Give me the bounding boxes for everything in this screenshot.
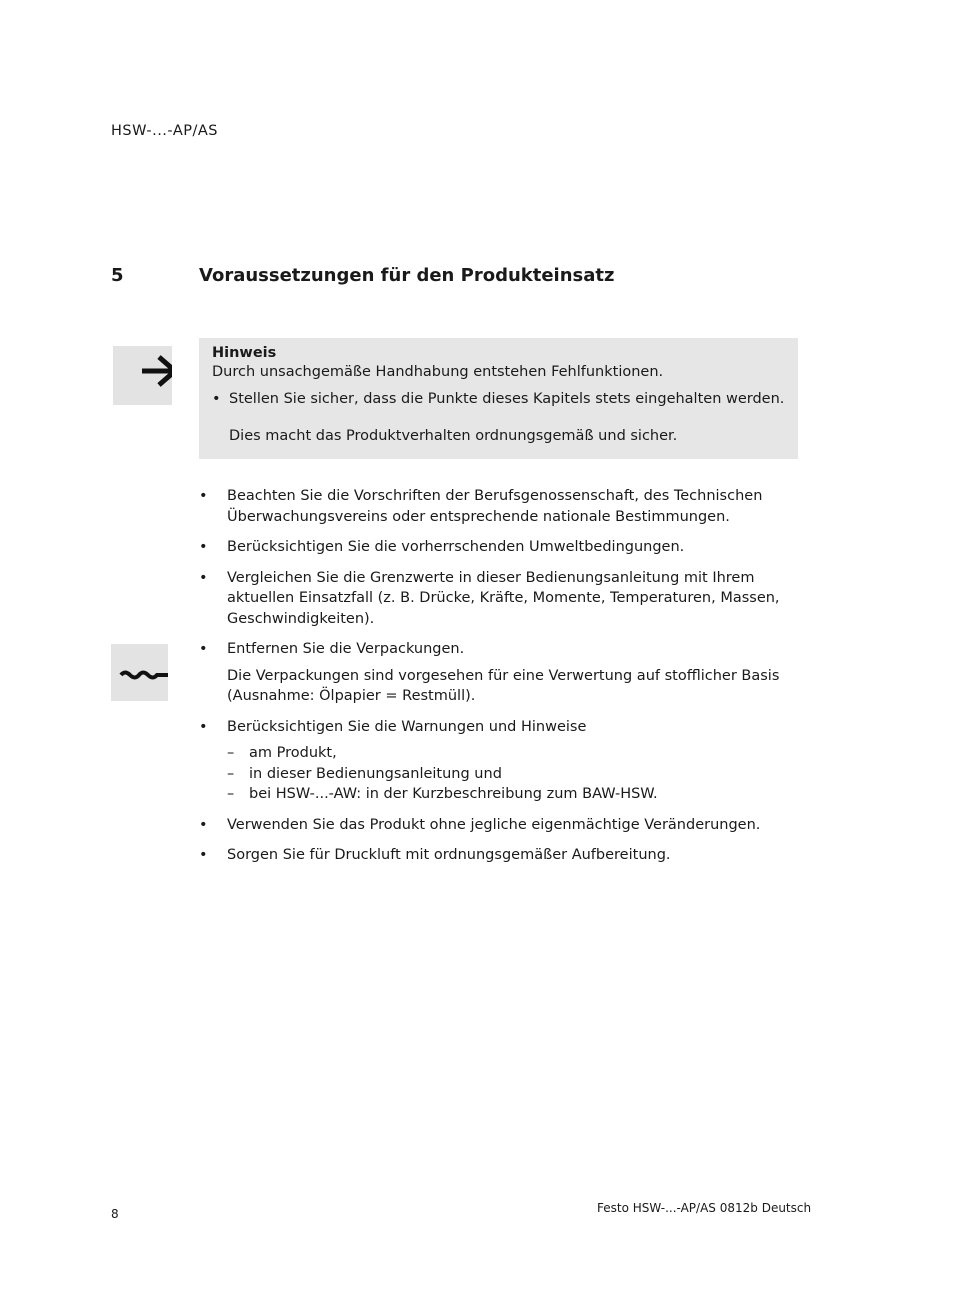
list-item-text: Vergleichen Sie die Grenzwerte in dieser Bedienungsanleitung mit Ihrem aktuellen Einsatzfall (z. B. Drücke, Kräfte, Momente, Temperaturen, Massen, Geschwindigkeiten).	[227, 569, 780, 627]
footer-doc-info: Festo HSW-...-AP/AS 0812b Deutsch	[597, 1201, 812, 1215]
bullet-symbol: •	[199, 488, 208, 504]
sublist-item	[227, 784, 799, 805]
section-number: 5	[111, 265, 124, 286]
bullet-symbol: •	[199, 641, 208, 657]
dash-symbol: –	[227, 786, 235, 802]
dash-symbol: –	[227, 765, 235, 782]
list-item-text: Verwenden Sie das Produkt ohne jegliche eigenmächtige Veränderungen.	[227, 816, 761, 833]
requirements-list	[199, 486, 799, 876]
note-text: Durch unsachgemäße Handhabung entstehen Fehlfunktionen.	[212, 364, 664, 380]
list-item	[199, 568, 799, 630]
note-bullet-symbol: •	[212, 391, 221, 407]
bullet-symbol: •	[199, 539, 208, 555]
sublist-item	[227, 743, 799, 764]
sublist-item-text: in dieser Bedienungsanleitung und	[249, 765, 502, 782]
list-item-text: Berücksichtigen Sie die vorherrschenden Umweltbedingungen.	[227, 539, 685, 555]
sublist-item	[227, 764, 799, 785]
header-doc-code: HSW-...-AP/AS	[111, 123, 219, 139]
list-item	[199, 537, 799, 558]
note-bullet-text: Stellen Sie sicher, dass die Punkte dieses Kapitels stets eingehalten werden.	[229, 391, 785, 407]
bullet-symbol: •	[199, 816, 208, 833]
warnings-sublist	[227, 743, 799, 805]
list-item	[199, 845, 799, 866]
list-item	[199, 486, 799, 527]
list-item	[199, 639, 799, 707]
page-number: 8	[111, 1207, 119, 1221]
note-extra-text: Dies macht das Produktverhalten ordnungsgemäß und sicher.	[229, 428, 678, 444]
list-item-text: Berücksichtigen Sie die Warnungen und Hinweise	[227, 718, 587, 735]
sublist-item-text: bei HSW-...-AW: in der Kurzbeschreibung zum BAW-HSW.	[249, 786, 658, 802]
dash-symbol: –	[227, 745, 235, 761]
section-title: Voraussetzungen für den Produkteinsatz	[199, 265, 615, 286]
environment-wave-icon	[111, 644, 168, 701]
list-item-text: Beachten Sie die Vorschriften der Berufsgenossenschaft, des Technischen Überwachungsvereins oder entsprechende nationale Bestimmungen.	[227, 488, 763, 525]
list-item-text: Entfernen Sie die Verpackungen.	[227, 641, 465, 657]
packaging-note: Die Verpackungen sind vorgesehen für eine Verwertung auf stofflicher Basis (Ausnahme: Ölpapier = Restmüll).	[227, 667, 780, 704]
note-box	[199, 338, 798, 459]
arrow-right-icon	[113, 346, 172, 405]
bullet-symbol: •	[199, 718, 208, 735]
bullet-symbol: •	[199, 847, 208, 863]
list-item	[199, 815, 799, 836]
list-item	[199, 717, 799, 805]
list-item-text: Sorgen Sie für Druckluft mit ordnungsgemäßer Aufbereitung.	[227, 847, 671, 863]
bullet-symbol: •	[199, 569, 208, 586]
note-title: Hinweis	[212, 345, 277, 361]
sublist-item-text: am Produkt,	[249, 745, 337, 761]
